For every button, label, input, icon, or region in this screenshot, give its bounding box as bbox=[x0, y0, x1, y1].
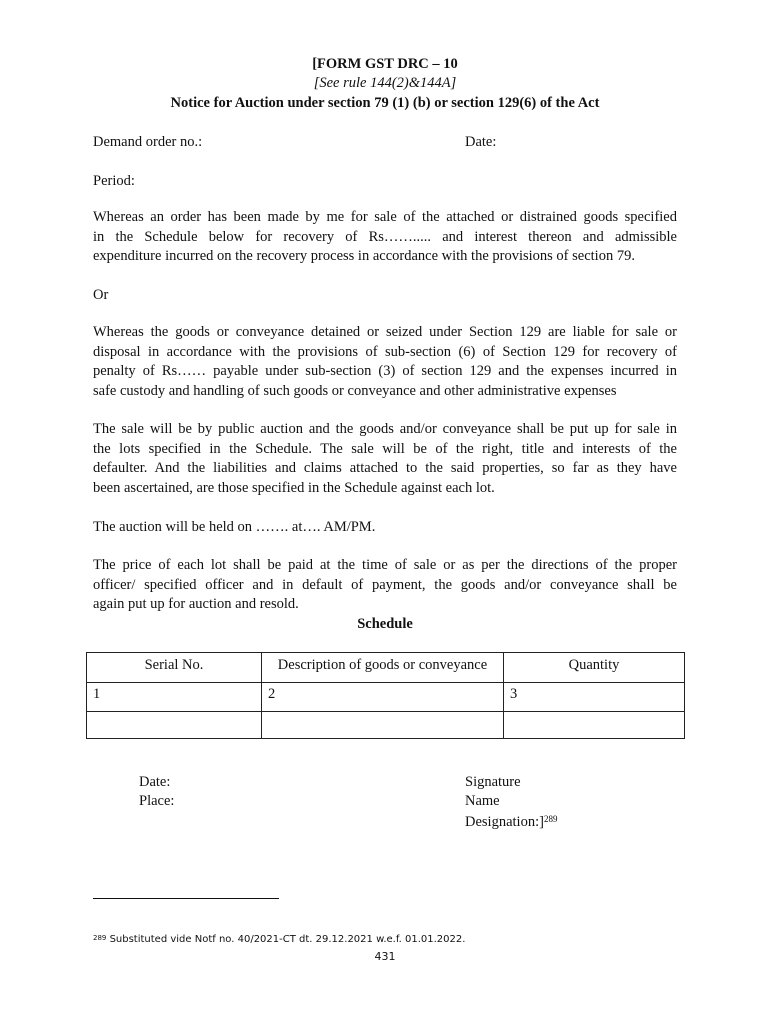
table-row bbox=[87, 683, 685, 712]
paragraph-line: Whereas an order has been made by me for sale of the attached or distrained goods specified bbox=[93, 209, 677, 225]
paragraph-line: penalty of Rs…… payable under sub-section (3) of section 129 and the expenses incurred in bbox=[93, 363, 677, 379]
table-header-row bbox=[87, 653, 685, 683]
period-label: Period: bbox=[93, 173, 135, 189]
header-quantity: Quantity bbox=[504, 653, 685, 683]
designation-label: Designation:] bbox=[465, 814, 544, 830]
footnote-mark: 289 bbox=[93, 934, 107, 942]
paragraph-line: defaulter. And the liabilities and claims attached to the said properties, so far as they have bbox=[93, 460, 677, 476]
paragraph-line: expenditure incurred on the recovery process in accordance with the provisions of section 79. bbox=[93, 248, 635, 264]
signature-label: Signature bbox=[465, 774, 521, 790]
blank-cell bbox=[262, 712, 504, 739]
schedule-table bbox=[86, 652, 685, 739]
signature-date-label: Date: bbox=[139, 774, 171, 790]
paragraph-line: The price of each lot shall be paid at the time of sale or as per the directions of the proper bbox=[93, 557, 677, 573]
name-label: Name bbox=[465, 793, 500, 809]
paragraph-line: disposal in accordance with the provisions of sub-section (6) of Section 129 for recovery of bbox=[93, 343, 677, 360]
blank-cell bbox=[504, 712, 685, 739]
table-row bbox=[87, 712, 685, 739]
column-number-cell: 1 bbox=[87, 683, 262, 712]
paragraph-line: in the Schedule below for recovery of Rs……..... and interest thereon and admissible bbox=[93, 228, 677, 245]
page-number: 431 bbox=[374, 950, 396, 963]
notice-title: Notice for Auction under section 79 (1) (b) or section 129(6) of the Act bbox=[170, 95, 600, 111]
attachment-sale-paragraph bbox=[93, 208, 677, 267]
or-separator: Or bbox=[93, 287, 109, 303]
column-number-cell: 3 bbox=[504, 683, 685, 712]
footnote-divider bbox=[93, 898, 279, 899]
header-serial-no: Serial No. bbox=[87, 653, 262, 683]
section-129-paragraph bbox=[93, 323, 677, 401]
paragraph-line: officer/ specified officer and in default of payment, the goods and/or conveyance shall be bbox=[93, 576, 677, 593]
public-auction-paragraph bbox=[93, 420, 677, 498]
paragraph-line: the lots specified in the Schedule. The sale will be of the right, title and interests of the bbox=[93, 440, 677, 457]
footnote-text: Substituted vide Notf no. 40/2021-CT dt. 29.12.2021 w.e.f. 01.01.2022. bbox=[109, 934, 466, 945]
blank-cell bbox=[87, 712, 262, 739]
date-label: Date: bbox=[465, 134, 497, 150]
designation-line bbox=[465, 813, 557, 831]
paragraph-line: The sale will be by public auction and the goods and/or conveyance shall be put up for sale in bbox=[93, 421, 677, 437]
auction-time-line: The auction will be held on ……. at…. AM/PM. bbox=[93, 519, 376, 535]
demand-order-label: Demand order no.: bbox=[93, 134, 203, 150]
schedule-title: Schedule bbox=[357, 616, 413, 632]
form-title: [FORM GST DRC – 10 bbox=[312, 56, 458, 72]
rule-reference: [See rule 144(2)&144A] bbox=[313, 75, 457, 91]
payment-paragraph bbox=[93, 556, 677, 615]
paragraph-line: safe custody and handling of such goods or conveyance and other administrative expenses bbox=[93, 382, 617, 399]
paragraph-line: Whereas the goods or conveyance detained or seized under Section 129 are liable for sale or bbox=[93, 324, 677, 340]
footnote-reference: 289 bbox=[543, 814, 558, 824]
footnote bbox=[93, 933, 465, 947]
column-number-cell: 2 bbox=[262, 683, 504, 712]
header-description: Description of goods or conveyance bbox=[262, 653, 504, 683]
paragraph-line: again put up for auction and resold. bbox=[93, 596, 299, 612]
place-label: Place: bbox=[139, 793, 175, 809]
paragraph-line: been ascertained, are those specified in the Schedule against each lot. bbox=[93, 479, 495, 496]
